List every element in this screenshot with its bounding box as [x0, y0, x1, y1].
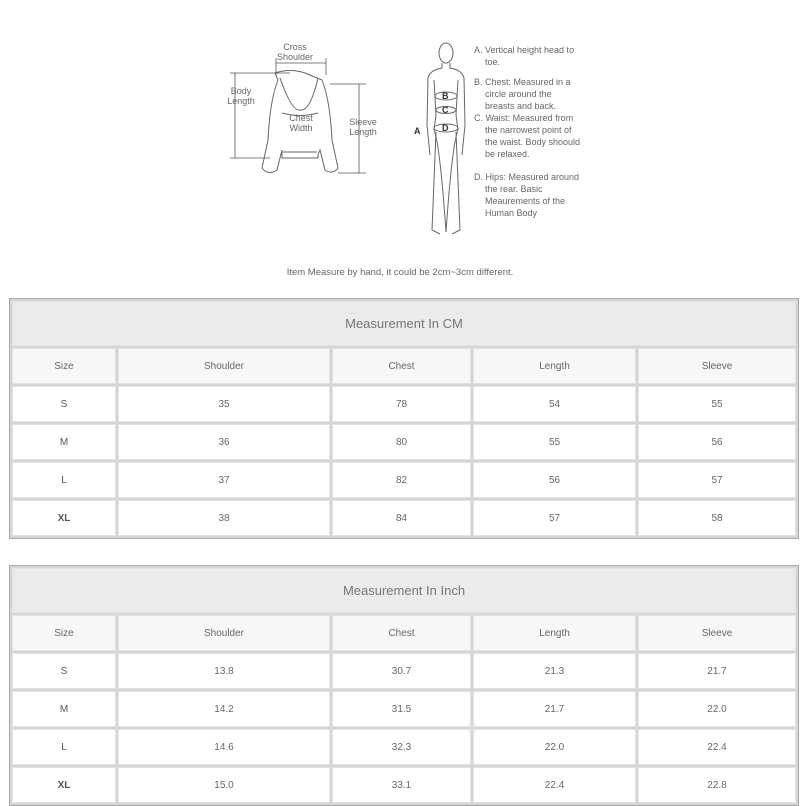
cell-sleeve: 56	[638, 424, 796, 460]
cell-length: 22.4	[473, 767, 636, 803]
table-row	[12, 653, 796, 689]
sleeve-length-label: Sleeve Length	[349, 117, 377, 137]
header-shoulder: Shoulder	[118, 348, 330, 384]
header-chest: Chest	[332, 615, 471, 651]
cell-size: S	[12, 386, 116, 422]
table-header-row	[12, 348, 796, 384]
cell-size: XL	[12, 767, 116, 803]
cell-size: M	[12, 424, 116, 460]
cell-chest: 80	[332, 424, 471, 460]
cell-sleeve: 21.7	[638, 653, 796, 689]
cell-sleeve: 55	[638, 386, 796, 422]
cell-length: 55	[473, 424, 636, 460]
cell-sleeve: 22.0	[638, 691, 796, 727]
cell-sleeve: 57	[638, 462, 796, 498]
cell-shoulder: 14.2	[118, 691, 330, 727]
cell-size: M	[12, 691, 116, 727]
size-diagram	[0, 0, 800, 290]
header-chest: Chest	[332, 348, 471, 384]
garment-and-body-illustration	[0, 0, 800, 290]
marker-c: C	[442, 105, 449, 115]
cell-chest: 78	[332, 386, 471, 422]
cross-shoulder-label: Cross Shoulder	[276, 42, 314, 62]
table-row	[12, 424, 796, 460]
cm-size-table	[9, 298, 799, 539]
table-header-row	[12, 615, 796, 651]
table-row	[12, 691, 796, 727]
cell-length: 21.3	[473, 653, 636, 689]
cell-sleeve: 22.8	[638, 767, 796, 803]
header-size: Size	[12, 348, 116, 384]
header-shoulder: Shoulder	[118, 615, 330, 651]
cell-sleeve: 58	[638, 500, 796, 536]
table-title: Measurement In Inch	[12, 568, 796, 613]
cell-chest: 31.5	[332, 691, 471, 727]
cell-shoulder: 14.6	[118, 729, 330, 765]
header-size: Size	[12, 615, 116, 651]
chest-width-label: Chest Width	[289, 113, 313, 133]
cell-shoulder: 13.8	[118, 653, 330, 689]
header-sleeve: Sleeve	[638, 615, 796, 651]
cell-length: 54	[473, 386, 636, 422]
table-row	[12, 386, 796, 422]
cell-shoulder: 36	[118, 424, 330, 460]
cell-size: S	[12, 653, 116, 689]
note-b: B. Chest: Measured in a circle around the breasts and back.	[474, 77, 571, 111]
marker-b: B	[442, 91, 449, 101]
table-row	[12, 767, 796, 803]
cell-length: 21.7	[473, 691, 636, 727]
cell-size: L	[12, 729, 116, 765]
cell-length: 57	[473, 500, 636, 536]
measure-caption: Item Measure by hand, it could be 2cm~3cm different.	[286, 267, 514, 278]
cell-length: 56	[473, 462, 636, 498]
cell-chest: 33.1	[332, 767, 471, 803]
header-sleeve: Sleeve	[638, 348, 796, 384]
cell-shoulder: 38	[118, 500, 330, 536]
table-title: Measurement In CM	[12, 301, 796, 346]
cell-size: XL	[12, 500, 116, 536]
table-row	[12, 462, 796, 498]
cell-size: L	[12, 462, 116, 498]
cell-chest: 84	[332, 500, 471, 536]
table-row	[12, 500, 796, 536]
cell-shoulder: 35	[118, 386, 330, 422]
marker-d: D	[442, 123, 449, 133]
marker-a: A	[414, 126, 421, 136]
cell-sleeve: 22.4	[638, 729, 796, 765]
cell-chest: 32.3	[332, 729, 471, 765]
inch-size-table	[9, 565, 799, 806]
note-c: C. Waist: Measured from the narrowest point of the waist. Body shoould be relaxed.	[474, 113, 581, 159]
header-length: Length	[473, 348, 636, 384]
note-d: D. Hips: Measured around the rear. Basic Meaurements of the Human Body	[474, 172, 580, 218]
human-body-sketch	[427, 43, 465, 234]
cell-chest: 30.7	[332, 653, 471, 689]
cell-length: 22.0	[473, 729, 636, 765]
table-row	[12, 729, 796, 765]
note-a: A. Vertical height head to toe.	[474, 45, 575, 67]
measurement-notes	[474, 44, 582, 219]
body-length-label: Body Length	[227, 86, 255, 106]
cell-shoulder: 15.0	[118, 767, 330, 803]
header-length: Length	[473, 615, 636, 651]
cell-shoulder: 37	[118, 462, 330, 498]
cell-chest: 82	[332, 462, 471, 498]
